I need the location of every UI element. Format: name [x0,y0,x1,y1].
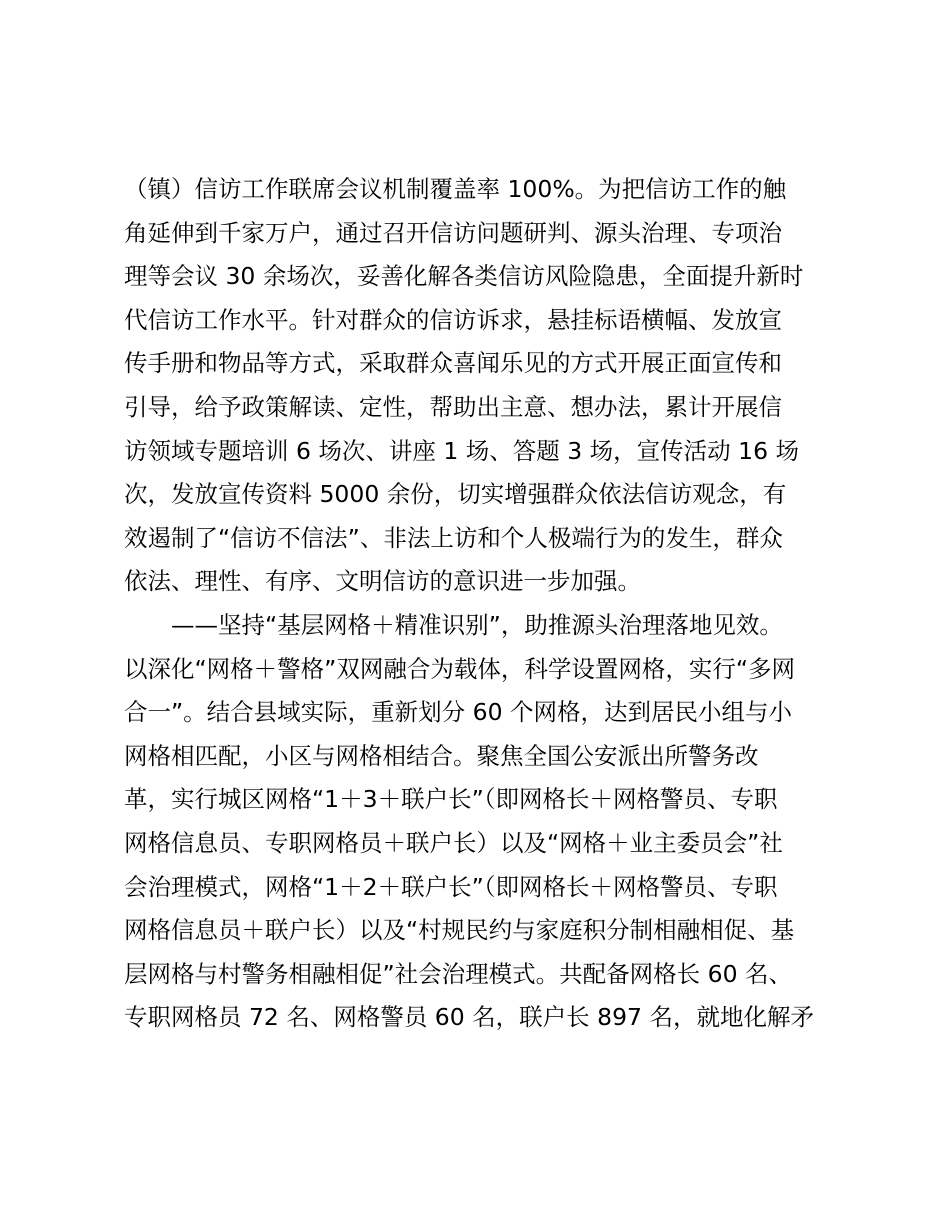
text-line: 层网格与村警务相融相促”社会治理模式。共配备网格长 60 名、 [124,959,793,988]
text-line: （镇）信访工作联席会议机制覆盖率 100%。为把信访工作的触 [124,175,787,203]
text-line: 以深化“网格＋警格”双网融合为载体，科学设置网格，实行“多网 [124,654,796,683]
text-line: 效遏制了“信访不信法”、非法上访和个人极端行为的发生，群众 [124,523,783,552]
text-line: 引导，给予政策解读、定性，帮助出主意、想办法，累计开展信 [124,392,782,421]
text-line: ——坚持“基层网格＋精准识别”，助推源头治理落地见效。 [124,610,783,639]
text-line: 次，发放宣传资料 5000 余份，切实增强群众依法信访观念，有 [124,480,787,509]
text-line: 依法、理性、有序、文明信访的意识进一步加强。 [124,567,641,596]
text-line: 网格信息员、专职网格员＋联户长）以及“网格＋业主委员会”社 [124,828,783,857]
text-line: 合一”。结合县域实际，重新划分 60 个网格，达到居民小组与小 [124,698,793,727]
text-line: 专职网格员 72 名、网格警员 60 名，联户长 897 名，就地化解矛 [124,1003,814,1032]
text-line: 代信访工作水平。针对群众的信访诉求，悬挂标语横幅、发放宣 [124,305,782,334]
text-line: 角延伸到千家万户，通过召开信访问题研判、源头治理、专项治 [124,218,782,247]
body-text [124,168,836,1040]
text-line: 会治理模式，网格“1＋2＋联户长”（即网格长＋网格警员、专职 [124,872,778,901]
text-line: 网格信息员＋联户长）以及“村规民约与家庭积分制相融相促、基 [124,916,795,945]
text-line: 网格相匹配，小区与网格相结合。聚焦全国公安派出所警务改 [124,741,759,770]
text-line: 理等会议 30 余场次，妥善化解各类信访风险隐患，全面提升新时 [124,262,804,291]
text-line: 传手册和物品等方式，采取群众喜闻乐见的方式开展正面宣传和 [124,349,782,378]
text-line: 访领域专题培训 6 场次、讲座 1 场、答题 3 场，宣传活动 16 场 [124,436,800,465]
text-line: 革，实行城区网格“1＋3＋联户长”（即网格长＋网格警员、专职 [124,785,778,814]
